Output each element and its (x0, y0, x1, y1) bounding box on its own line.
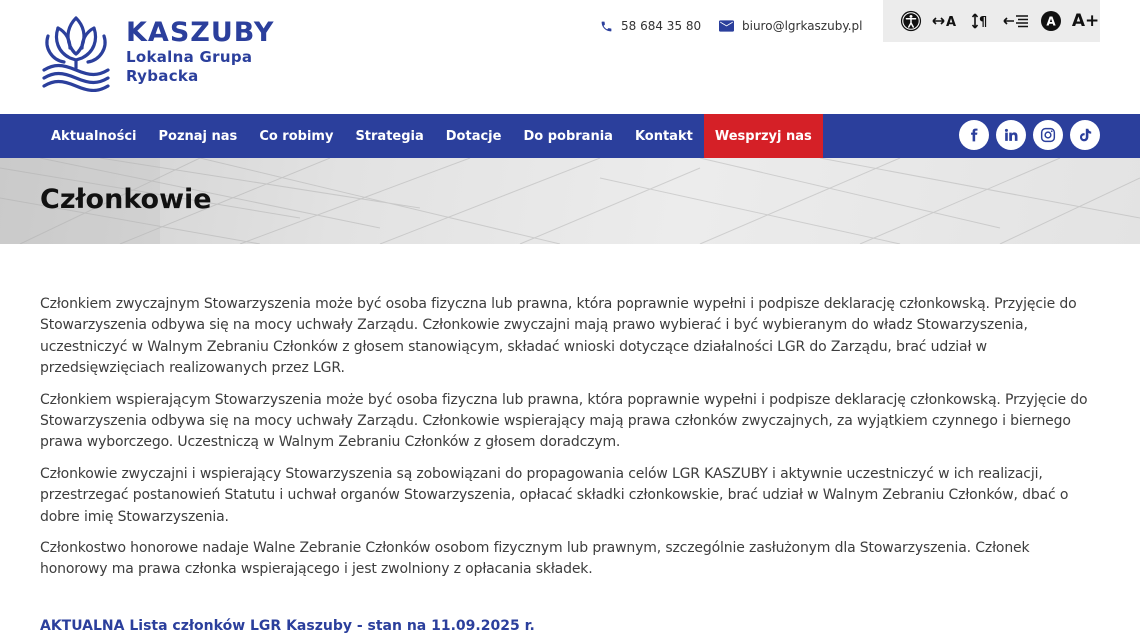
paragraph-supporting-members: Członkiem wspierającym Stowarzyszenia może być osoba fizyczna lub prawna, która poprawnie wypełni i podpisze deklarację członkowską. Przyjęcie do Stowarzyszenia odbywa się na mocy uchwały Zarządu. Członkowie wspierający mają prawa członków zwyczajnych, za wyjątkiem czynnego i biernego prawa wyborczego. Uczestniczą w Walnym Zebraniu Członków z głosem doradczym. (40, 391, 1088, 451)
envelope-icon (719, 20, 734, 32)
facebook-icon[interactable] (959, 120, 989, 150)
page-title: Członkowie (40, 184, 212, 215)
email-address: biuro@lgrkaszuby.pl (742, 19, 863, 33)
text-size-label: A+ (1071, 11, 1100, 31)
site-logo[interactable] (40, 14, 290, 96)
contrast-toggle-button[interactable] (1036, 6, 1065, 36)
letter-spacing-icon[interactable] (932, 6, 961, 36)
page-title-banner (0, 158, 1140, 244)
contrast-label: A (1046, 14, 1056, 29)
logo-subtitle-line1: Lokalna Grupa (126, 48, 253, 66)
logo-title: KASZUBY (126, 17, 275, 48)
phone-link[interactable] (600, 17, 701, 35)
paragraph-member-obligations: Członkowie zwyczajni i wspierający Stowarzyszenia są zobowiązani do propagowania celów LGR KASZUBY i aktywnie uczestniczyć w ich realizacji, przestrzegać postanowień Statutu i uchwał organów Stowarzyszenia, opłacać składki członkowskie, brać udział w Walnym Zebraniu Członków, dbać o dobre imię Stowarzyszenia. (40, 465, 1069, 525)
text-size-button[interactable] (1071, 6, 1100, 36)
main-navigation (0, 114, 1140, 158)
paragraph-regular-members: Członkiem zwyczajnym Stowarzyszenia może być osoba fizyczna lub prawna, która poprawnie wypełni i podpisze deklarację członkowską. Przyjęcie do Stowarzyszenia odbywa się na mocy uchwały Zarządu. Członkowie zwyczajni mają prawo wybierać i być wybieranym do władz Stowarzyszenia, uczestniczyć w Walnym Zebraniu Członków z głosem stanowiącym, składać wnioski dotyczące działalności LGR do Zarządu, brać udział w przedsięwzięciach realizowanych przez LGR. (40, 296, 1077, 377)
nav-item-aktualnosci[interactable]: Aktualności (51, 128, 137, 144)
svg-text:A: A (946, 15, 957, 29)
paragraph-honorary-members: Członkostwo honorowe nadaje Walne Zebranie Członków osobom fizycznym lub prawnym, szczególnie zasłużonym dla Stowarzyszenia. Członek honorowy ma prawa członka wspierającego i jest zwolniony z opłacania składek. (40, 540, 1030, 578)
logo-text (126, 18, 274, 86)
nav-item-kontakt[interactable]: Kontakt (634, 128, 693, 144)
email-link[interactable] (719, 17, 862, 35)
page-content (40, 294, 1100, 591)
accessibility-toolbar (883, 0, 1100, 42)
linkedin-icon[interactable] (996, 120, 1026, 150)
text-align-icon[interactable] (1001, 6, 1030, 36)
members-list-link[interactable]: AKTUALNA Lista członków LGR Kaszuby - stan na 11.09.2025 r. (40, 618, 535, 634)
nav-items (40, 114, 823, 158)
logo-subtitle-line2: Rybacka (126, 67, 199, 85)
tulip-waves-logo-icon (40, 14, 112, 92)
social-links (959, 120, 1100, 150)
nav-item-co-robimy[interactable]: Co robimy (259, 128, 334, 144)
phone-icon (600, 20, 613, 33)
tiktok-icon[interactable] (1070, 120, 1100, 150)
nav-item-wesprzyj-nas[interactable]: Wesprzyj nas (704, 114, 823, 158)
nav-item-dotacje[interactable]: Dotacje (445, 128, 502, 144)
nav-item-strategia[interactable]: Strategia (355, 128, 424, 144)
line-height-icon[interactable] (967, 6, 996, 36)
instagram-icon[interactable] (1033, 120, 1063, 150)
nav-item-do-pobrania[interactable]: Do pobrania (523, 128, 613, 144)
accessibility-icon[interactable] (897, 6, 926, 36)
site-header (0, 0, 1140, 114)
nav-item-poznaj-nas[interactable]: Poznaj nas (158, 128, 238, 144)
svg-text:¶: ¶ (979, 15, 988, 30)
phone-number: 58 684 35 80 (621, 19, 702, 33)
